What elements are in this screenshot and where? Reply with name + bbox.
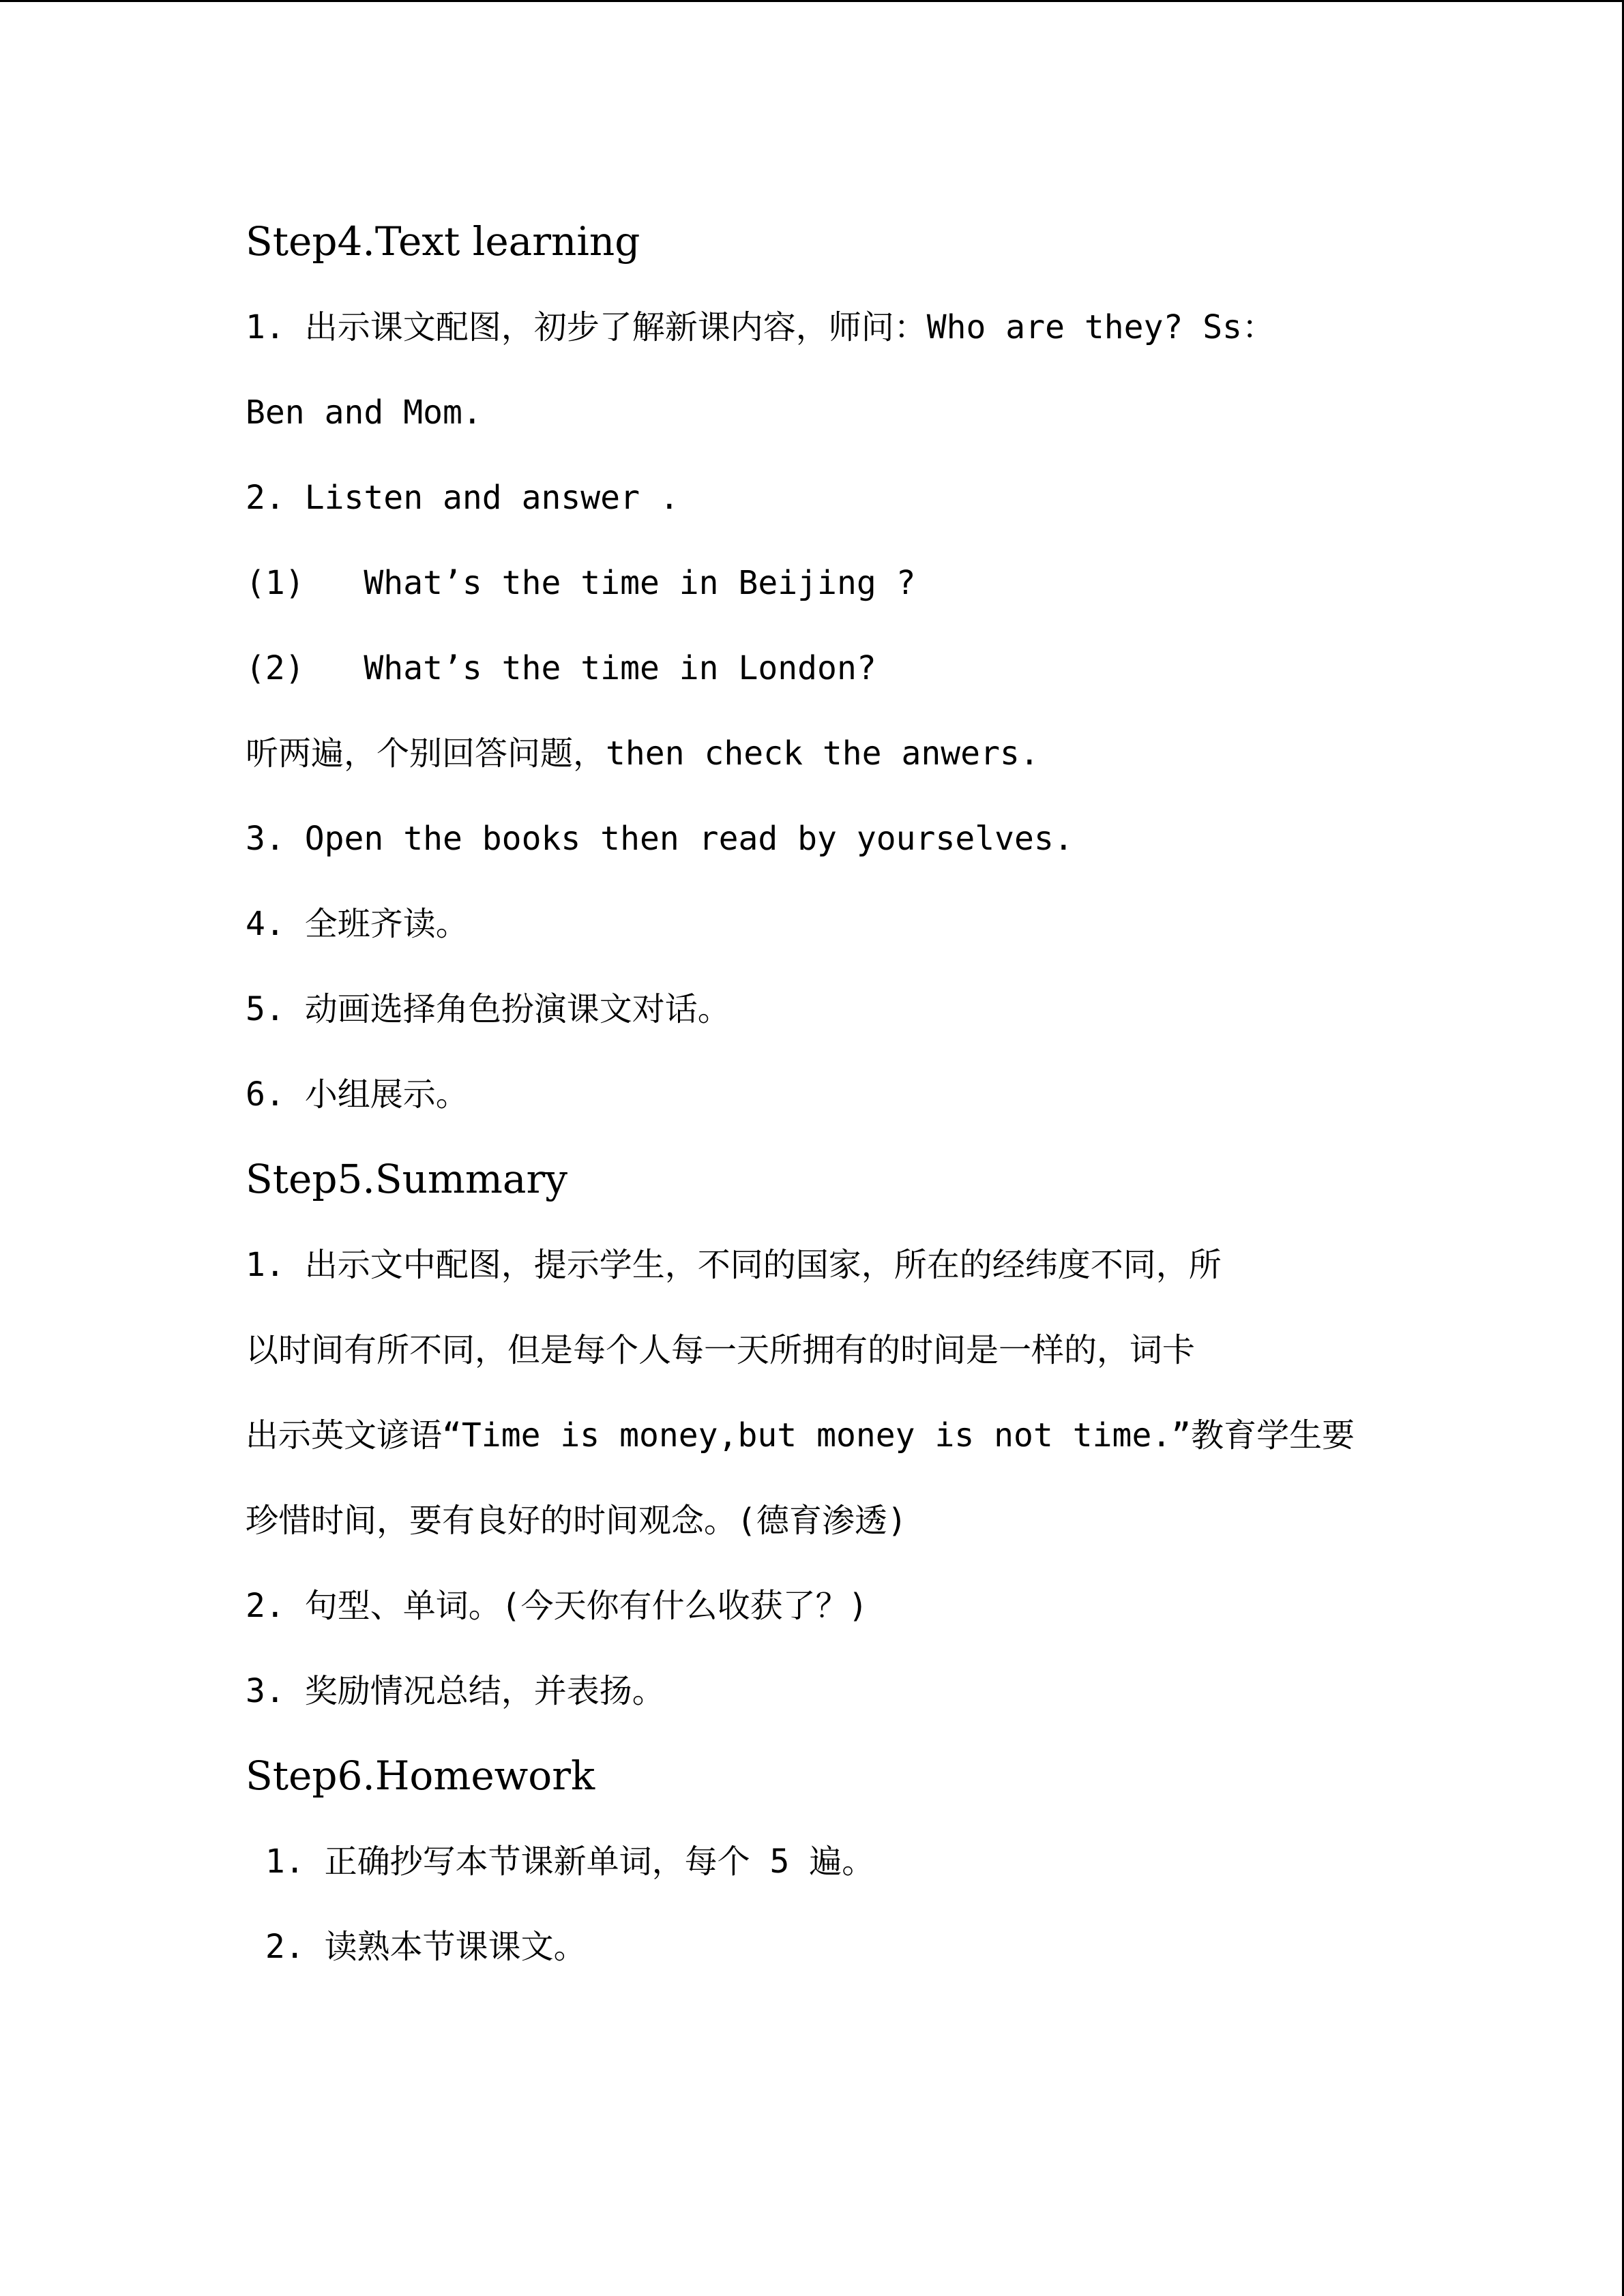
- paragraph-line: 2. 句型、单词。(今天你有什么收获了？): [246, 1587, 868, 1625]
- paragraph-line: Ben and Mom.: [246, 393, 482, 432]
- paragraph-line: (1) What’s the time in Beijing ?: [246, 564, 916, 602]
- paragraph-line: 听两遍，个别回答问题，then check the anwers.: [246, 734, 1039, 773]
- paragraph-line: 3. Open the books then read by yourselves.: [246, 820, 1074, 858]
- paragraph-line: 2. Listen and answer .: [246, 479, 679, 517]
- paragraph-line: 1. 正确抄写本节课新单词，每个 5 遍。: [246, 1843, 875, 1881]
- paragraph-line: 2. 读熟本节课课文。: [246, 1928, 587, 1966]
- section-heading-step6: Step6.Homework: [246, 1753, 595, 1799]
- paragraph-line: 1. 出示文中配图，提示学生，不同的国家，所在的经纬度不同，所: [246, 1246, 1222, 1284]
- paragraph-line: 出示英文谚语“Time is money,but money is not time.”教育学生要: [246, 1416, 1355, 1455]
- paragraph-line: 珍惜时间，要有良好的时间观念。(德育渗透): [246, 1502, 907, 1540]
- paragraph-line: 5. 动画选择角色扮演课文对话。: [246, 990, 730, 1028]
- paragraph-line: 以时间有所不同，但是每个人每一天所拥有的时间是一样的，词卡: [246, 1331, 1196, 1369]
- paragraph-line: 4. 全班齐读。: [246, 905, 469, 943]
- paragraph-line: 6. 小组展示。: [246, 1075, 469, 1114]
- section-heading-step4: Step4.Text learning: [246, 218, 640, 265]
- paragraph-line: 1. 出示课文配图，初步了解新课内容，师问：Who are they? Ss：: [246, 308, 1275, 346]
- section-heading-step5: Step5.Summary: [246, 1156, 567, 1202]
- paragraph-line: 3. 奖励情况总结，并表扬。: [246, 1672, 665, 1710]
- paragraph-line: (2) What’s the time in London?: [246, 649, 876, 687]
